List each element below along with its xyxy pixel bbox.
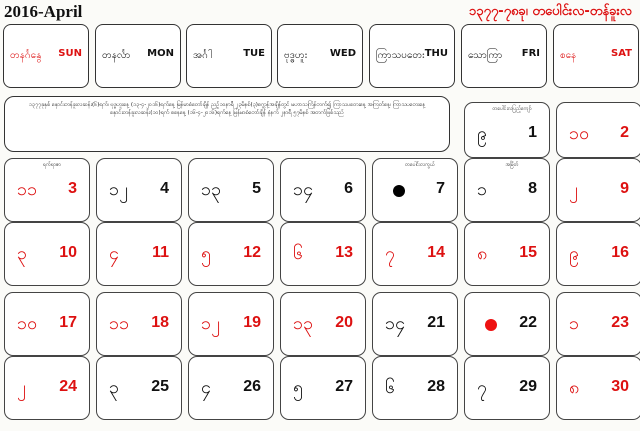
day-cell-4[interactable] — [96, 158, 182, 222]
gregorian-day-number: 3 — [68, 180, 77, 197]
myanmar-day-number: ၁၂ — [201, 313, 220, 334]
gregorian-day-number: 5 — [252, 180, 261, 197]
day-cell-9[interactable] — [556, 158, 640, 222]
weekday-header-mon — [95, 24, 181, 88]
day-cell-26[interactable] — [188, 356, 274, 420]
gregorian-day-number: 30 — [611, 378, 629, 395]
page-title: 2016-April — [4, 2, 83, 21]
weekday-name-mm: ဗုဒ္ဓဟူး — [284, 50, 308, 61]
myanmar-day-number: ၁၀ — [569, 123, 590, 144]
gregorian-day-number: 11 — [152, 244, 169, 261]
gregorian-day-number: 29 — [519, 378, 537, 395]
gregorian-day-number: 4 — [160, 180, 169, 197]
weekday-name-en: THU — [424, 48, 448, 59]
day-cell-29[interactable] — [464, 356, 550, 420]
gregorian-day-number: 1 — [528, 124, 537, 141]
new-moon-icon — [393, 185, 405, 197]
weekday-headers — [3, 24, 637, 90]
day-cell-3[interactable] — [4, 158, 90, 222]
myanmar-day-number: ၄ — [201, 377, 212, 398]
day-cell-5[interactable] — [188, 158, 274, 222]
calendar-note: ၁၃၇၇ခုနှစ် နှောင်းတန်ခူးလဆန်း(၆)ရက်၊ ဗုဒ္ဓဟူးနေ့ (၁၃-၄-၂၀၁၆)ရက်နေ့ မြန်မာစံတော်ချိန် ညဉ့်၁၀နာရီ ၂၃မိနစ်(၃)စက္ကန့်အချိန်တွင် မဟာသင်္ကြန်တက်၍ ကြာသပတေးနေ့ အကြတ်နေ့၊ ကြာသပတေးနေ့ နှောင်းတန်ခူးလဆန်း(၁၀)ရက် စနေနေ့ (၁၆-၄-၂၀၁၆)ရက်နေ့ မြန်မာစံတော်ချိန် နံနက် ၂နာရီ ၅၇မိနစ် အတက်ဖြစ်သည် — [4, 96, 450, 152]
myanmar-day-number: ၉ — [569, 243, 580, 264]
gregorian-day-number: 10 — [59, 244, 77, 261]
gregorian-day-number: 25 — [151, 378, 169, 395]
day-cell-17[interactable] — [4, 292, 90, 356]
weekday-name-en: WED — [329, 48, 356, 59]
day-cell-10[interactable] — [4, 222, 90, 286]
gregorian-day-number: 26 — [243, 378, 261, 395]
weekday-header-tue — [186, 24, 272, 88]
myanmar-day-number: ၂ — [569, 179, 578, 200]
day-top-label: အမြိတ် — [505, 162, 519, 168]
myanmar-day-number: ၆ — [385, 377, 396, 398]
gregorian-day-number: 17 — [59, 314, 77, 331]
myanmar-day-number: ၁ — [477, 179, 488, 200]
weekday-name-mm: စနေ — [560, 50, 577, 61]
myanmar-day-number: ၃ — [109, 377, 120, 398]
myanmar-day-number: ၁၄ — [385, 313, 406, 334]
weekday-name-en: FRI — [521, 48, 540, 59]
day-cell-2[interactable] — [556, 102, 640, 158]
myanmar-day-number: ၁၀ — [17, 313, 38, 334]
myanmar-day-number: ၈ — [569, 377, 580, 398]
day-cell-16[interactable] — [556, 222, 640, 286]
weekday-name-en: MON — [147, 48, 174, 59]
weekday-name-en: SUN — [58, 48, 82, 59]
gregorian-day-number: 8 — [528, 180, 537, 197]
weekday-name-mm: ကြာသပတေး — [376, 50, 425, 61]
day-cell-11[interactable] — [96, 222, 182, 286]
gregorian-day-number: 9 — [620, 180, 629, 197]
gregorian-day-number: 18 — [151, 314, 169, 331]
gregorian-day-number: 22 — [519, 314, 537, 331]
gregorian-day-number: 27 — [335, 378, 353, 395]
myanmar-day-number: ၁၂ — [109, 179, 128, 200]
day-cell-13[interactable] — [280, 222, 366, 286]
day-top-label: တပေါင်းလကွယ် — [405, 162, 435, 168]
full-moon-icon — [485, 319, 497, 331]
day-cell-15[interactable] — [464, 222, 550, 286]
weekday-name-mm: သောကြာ — [468, 50, 503, 61]
day-cell-24[interactable] — [4, 356, 90, 420]
weekday-name-mm: အင်္ဂါ — [193, 50, 213, 61]
gregorian-day-number: 2 — [620, 124, 629, 141]
day-cell-19[interactable] — [188, 292, 274, 356]
day-top-label: တပေါင်းလပြည့်ကျော် — [492, 106, 532, 112]
day-cell-12[interactable] — [188, 222, 274, 286]
day-cell-1[interactable] — [464, 102, 550, 158]
weekday-header-sun — [3, 24, 89, 88]
myanmar-day-number: ၈ — [477, 243, 488, 264]
gregorian-day-number: 14 — [427, 244, 445, 261]
day-cell-25[interactable] — [96, 356, 182, 420]
gregorian-day-number: 23 — [611, 314, 629, 331]
myanmar-day-number: ၆ — [293, 243, 304, 264]
weekday-header-thu — [369, 24, 455, 88]
day-cell-27[interactable] — [280, 356, 366, 420]
gregorian-day-number: 7 — [436, 180, 445, 197]
gregorian-day-number: 20 — [335, 314, 353, 331]
myanmar-day-number: ၁၃ — [201, 179, 222, 200]
day-cell-22[interactable] — [464, 292, 550, 356]
gregorian-day-number: 15 — [519, 244, 537, 261]
myanmar-day-number: ၅ — [201, 243, 212, 264]
myanmar-day-number: ၇ — [385, 243, 396, 264]
weekday-header-fri — [461, 24, 547, 88]
weekday-header-wed — [277, 24, 363, 88]
gregorian-day-number: 24 — [59, 378, 77, 395]
gregorian-day-number: 16 — [611, 244, 629, 261]
myanmar-day-number: ၁ — [569, 313, 580, 334]
weekday-name-mm: တနင်္လာ — [102, 50, 131, 61]
myanmar-day-number: ၅ — [293, 377, 304, 398]
day-cell-18[interactable] — [96, 292, 182, 356]
day-cell-6[interactable] — [280, 158, 366, 222]
myanmar-day-number: ၁၁ — [109, 313, 130, 334]
gregorian-day-number: 19 — [243, 314, 261, 331]
myanmar-day-number: ၁၃ — [293, 313, 314, 334]
page-subtitle-myanmar: ၁၃၇၇-၇၈ခု၊ တပေါင်းလ-တန်ခူးလ — [469, 4, 632, 19]
day-cell-8[interactable] — [464, 158, 550, 222]
day-cell-23[interactable] — [556, 292, 640, 356]
day-cell-20[interactable] — [280, 292, 366, 356]
myanmar-day-number: ၁၄ — [293, 179, 314, 200]
gregorian-day-number: 28 — [427, 378, 445, 395]
day-cell-28[interactable] — [372, 356, 458, 420]
myanmar-day-number: ၉ — [477, 123, 488, 144]
myanmar-day-number: ၃ — [17, 243, 28, 264]
weekday-header-sat — [553, 24, 639, 88]
gregorian-day-number: 13 — [335, 244, 353, 261]
day-cell-14[interactable] — [372, 222, 458, 286]
weekday-name-mm: တနင်္ဂနွေ — [10, 50, 42, 61]
gregorian-day-number: 12 — [243, 244, 261, 261]
myanmar-day-number: ၇ — [477, 377, 488, 398]
myanmar-day-number: ၄ — [109, 243, 120, 264]
day-top-label: ရက်ရာဇာ — [43, 162, 61, 168]
day-cell-7[interactable] — [372, 158, 458, 222]
day-cell-21[interactable] — [372, 292, 458, 356]
myanmar-day-number: ၂ — [17, 377, 26, 398]
day-cell-30[interactable] — [556, 356, 640, 420]
myanmar-day-number: ၁၁ — [17, 179, 38, 200]
weekday-name-en: SAT — [611, 48, 632, 59]
gregorian-day-number: 21 — [427, 314, 445, 331]
weekday-name-en: TUE — [243, 48, 265, 59]
gregorian-day-number: 6 — [344, 180, 353, 197]
